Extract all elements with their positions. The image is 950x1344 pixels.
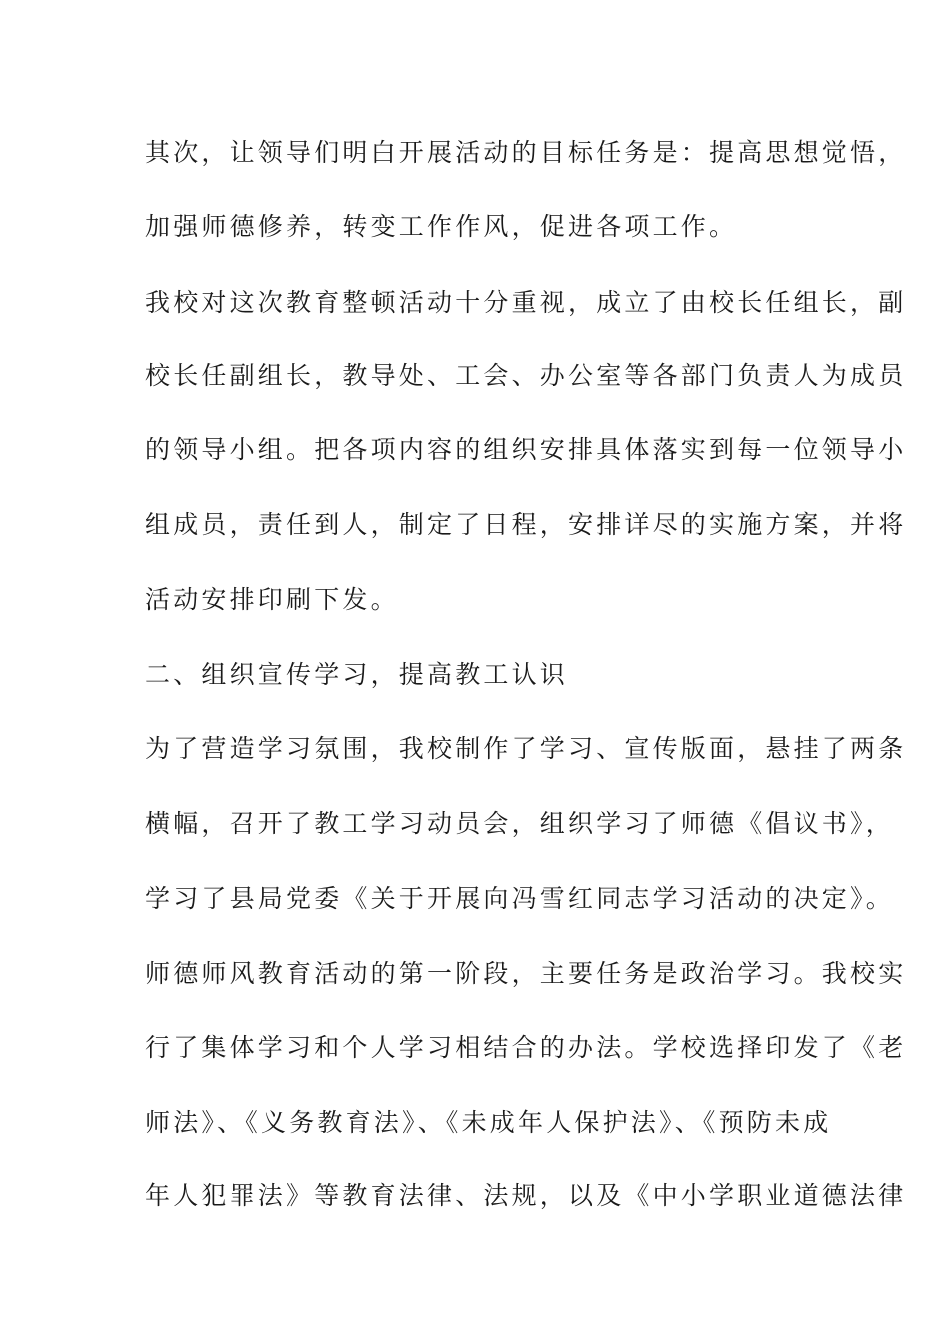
text-line: 为了营造学习氛围，我校制作了学习、宣传版面，悬挂了两条 [145, 734, 907, 763]
text-line: 学习了县局党委《关于开展向冯雪红同志学习活动的决定》。 [145, 884, 894, 913]
text-line: 横幅，召开了教工学习动员会，组织学习了师德《倡议书》， [145, 809, 894, 838]
text-line: 行了集体学习和个人学习相结合的办法。学校选择印发了《老 [145, 1033, 907, 1062]
text-line: 其次，让领导们明白开展活动的目标任务是：提高思想觉悟， [145, 138, 907, 167]
text-line: 活动安排印刷下发。 [145, 585, 399, 614]
text-line: 校长任副组长，教导处、工会、办公室等各部门负责人为成员 [145, 361, 907, 390]
text-line: 师法》、《义务教育法》、《未成年人保护法》、《预防未成 [145, 1108, 832, 1137]
text-line: 师德师风教育活动的第一阶段，主要任务是政治学习。我校实 [145, 959, 907, 988]
section-heading: 二、组织宣传学习，提高教工认识 [145, 660, 569, 689]
text-line: 加强师德修养，转变工作作风，促进各项工作。 [145, 212, 738, 241]
text-line: 的领导小组。把各项内容的组织安排具体落实到每一位领导小 [145, 435, 907, 464]
text-line: 年人犯罪法》等教育法律、法规，以及《中小学职业道德法律 [145, 1181, 907, 1210]
text-line: 我校对这次教育整顿活动十分重视，成立了由校长任组长，副 [145, 288, 907, 317]
text-line: 组成员，责任到人，制定了日程，安排详尽的实施方案，并将 [145, 510, 907, 539]
